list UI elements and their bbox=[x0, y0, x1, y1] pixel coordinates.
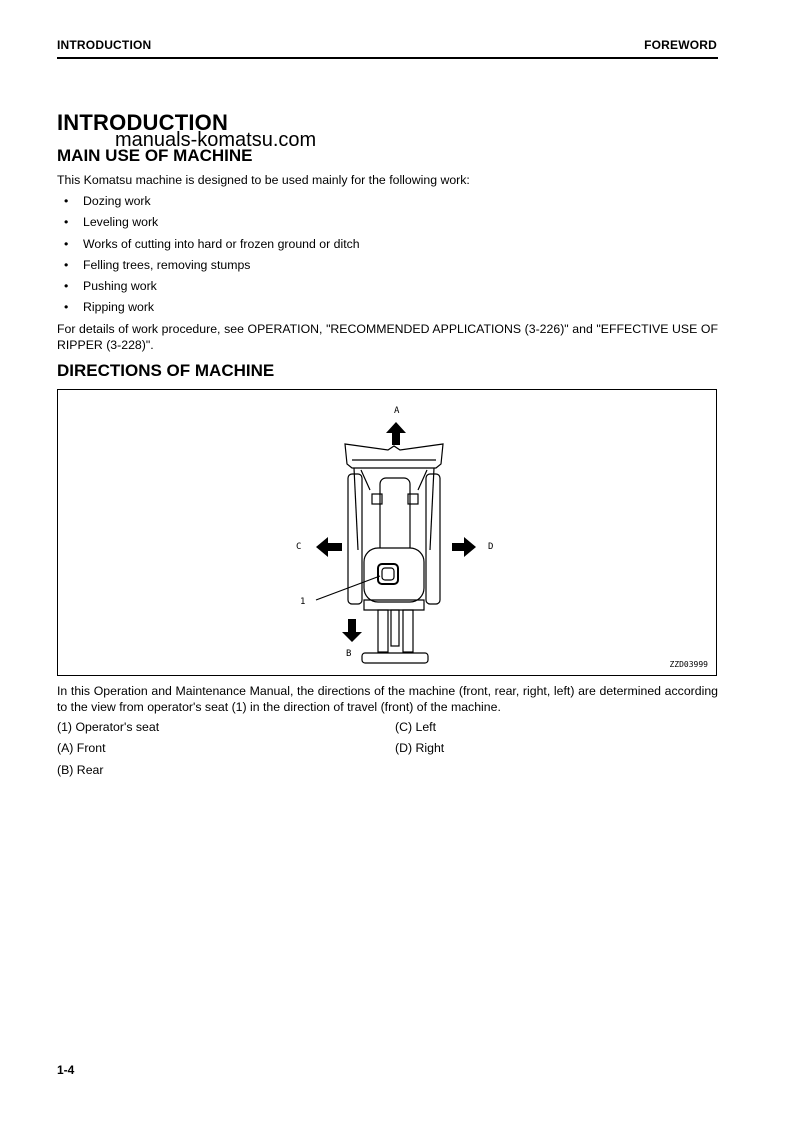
legend-seat: (1) Operator's seat bbox=[57, 720, 160, 734]
header-divider bbox=[57, 57, 718, 59]
bullet-icon: • bbox=[64, 194, 69, 208]
legend-rear: (B) Rear bbox=[57, 763, 104, 777]
running-header-section: INTRODUCTION bbox=[57, 38, 152, 52]
list-item-text: Works of cutting into hard or frozen ground or ditch bbox=[83, 236, 360, 251]
list-item-text: Dozing work bbox=[83, 194, 151, 208]
figure-label-b: B bbox=[346, 649, 352, 659]
list-item bbox=[57, 278, 360, 299]
figure-label-a: A bbox=[394, 406, 400, 416]
list-item-text: Ripping work bbox=[83, 300, 155, 315]
procedure-note: For details of work procedure, see OPERATION, "RECOMMENDED APPLICATIONS (3-226)" and "EFFECTIVE USE OF RIPPER (3-228)". bbox=[57, 322, 718, 352]
bulldozer-top-view-illustration bbox=[58, 390, 718, 677]
figure-label-c: C bbox=[296, 542, 302, 552]
list-item bbox=[57, 214, 360, 235]
figure-label-d: D bbox=[488, 542, 494, 552]
list-item-text: Pushing work bbox=[83, 279, 157, 294]
bullet-icon: • bbox=[64, 215, 69, 230]
bullet-icon: • bbox=[64, 236, 69, 251]
legend-left: (C) Left bbox=[395, 720, 436, 734]
list-item-text: Felling trees, removing stumps bbox=[83, 257, 251, 272]
list-item bbox=[57, 193, 360, 214]
running-header-chapter: FOREWORD bbox=[644, 38, 717, 52]
watermark-text: manuals-komatsu.com bbox=[115, 129, 317, 151]
directions-figure bbox=[57, 389, 717, 676]
bullet-icon: • bbox=[64, 257, 69, 272]
page-title: INTRODUCTION bbox=[57, 110, 229, 135]
list-item bbox=[57, 299, 360, 320]
bullet-icon: • bbox=[64, 300, 69, 315]
main-use-heading: MAIN USE OF MACHINE bbox=[57, 146, 253, 165]
legend-right: (D) Right bbox=[395, 741, 445, 755]
list-item bbox=[57, 257, 360, 278]
list-item bbox=[57, 236, 360, 257]
figure-label-1: 1 bbox=[300, 597, 306, 607]
work-list bbox=[57, 193, 360, 321]
legend-front: (A) Front bbox=[57, 741, 106, 755]
figure-code: ZZD03999 bbox=[669, 660, 708, 669]
page-number: 1-4 bbox=[57, 1063, 75, 1077]
directions-heading: DIRECTIONS OF MACHINE bbox=[57, 361, 275, 380]
main-use-intro: This Komatsu machine is designed to be used mainly for the following work: bbox=[57, 173, 470, 187]
bullet-icon: • bbox=[64, 279, 69, 294]
directions-caption: In this Operation and Maintenance Manual, the directions of the machine (front, rear, right, left) are determined according to the view from operator's seat (1) in the direction of travel (front) of the machine. bbox=[57, 684, 718, 714]
list-item-text: Leveling work bbox=[83, 215, 159, 230]
